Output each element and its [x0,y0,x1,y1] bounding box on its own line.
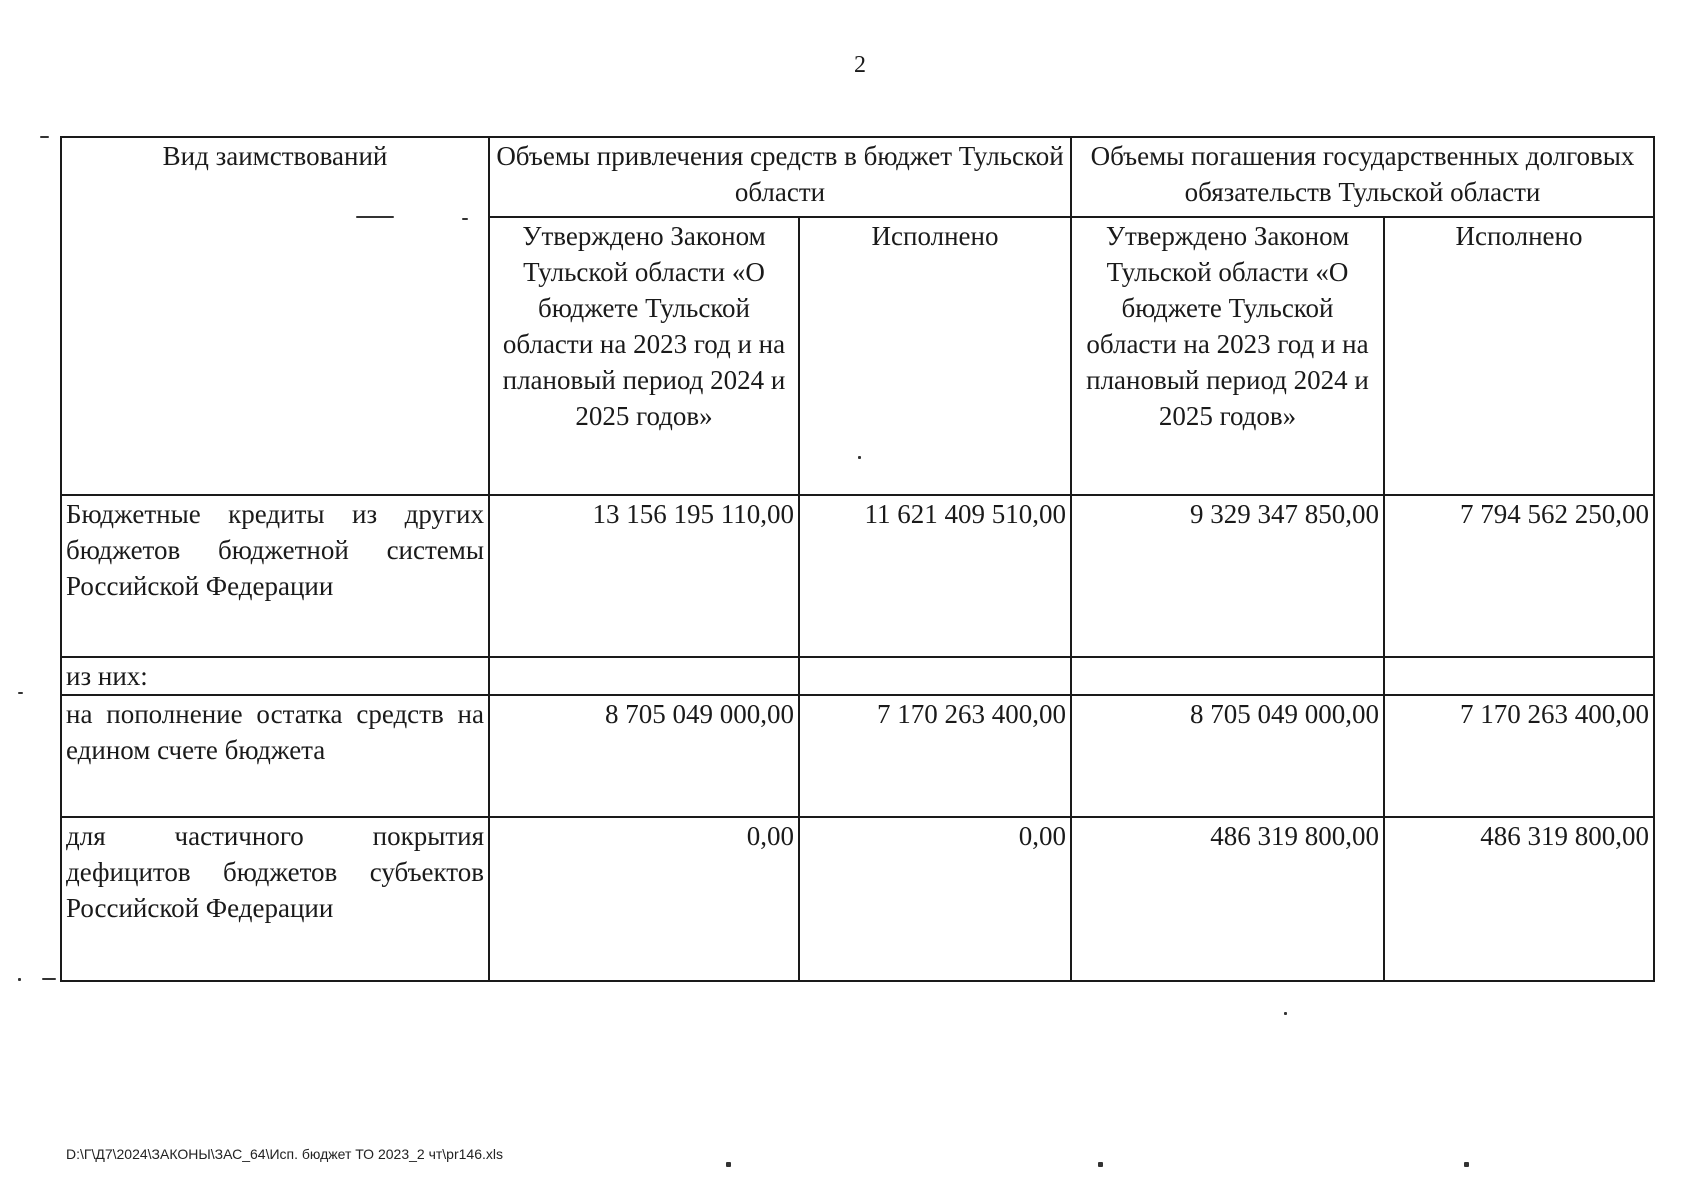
header-borrowing-type: Вид заимствований [61,137,489,495]
cell-approved-attraction: 0,00 [489,817,799,981]
scan-artifact [18,978,21,981]
table-row [61,657,1654,695]
borrowings-table [60,136,1655,982]
row-label-text: Бюджетные кредиты из других бюджетов бюджетной системы Российской Федерации [66,499,484,601]
cell-approved-repayment: 486 319 800,00 [1071,817,1384,981]
cell-approved-repayment: 8 705 049 000,00 [1071,695,1384,817]
cell-executed-attraction: 0,00 [799,817,1071,981]
row-label: для частичного покрытия дефицитов бюджетов субъектов Российской Федерации [61,817,489,981]
header-attraction-group: Объемы привлечения средств в бюджет Тульской области [489,137,1071,217]
row-label: из них: [61,657,489,695]
cell-approved-attraction: 8 705 049 000,00 [489,695,799,817]
row-label: на пополнение остатка средств на едином счете бюджета [61,695,489,817]
cell-approved-attraction: 13 156 195 110,00 [489,495,799,657]
scan-artifact [1284,1012,1287,1015]
scan-artifact [726,1162,731,1167]
cell-approved-repayment: 9 329 347 850,00 [1071,495,1384,657]
cell-executed-repayment: 7 794 562 250,00 [1384,495,1654,657]
table-header-row-1 [61,137,1654,217]
cell-executed-repayment: 7 170 263 400,00 [1384,695,1654,817]
file-path-footer: D:\Г\Д7\2024\ЗАКОНЫ\ЗАС_64\Исп. бюджет ТО 2023_2 чт\pr146.xls [66,1146,503,1162]
scan-artifact [40,136,49,138]
scan-artifact [356,216,394,218]
table-row [61,495,1654,657]
cell-executed-repayment: 486 319 800,00 [1384,817,1654,981]
table-row [61,817,1654,981]
cell-executed-repayment [1384,657,1654,695]
header-approved-repayment: Утверждено Законом Тульской области «О бюджете Тульской области на 2023 год и на плановый период 2024 и 2025 годов» [1071,217,1384,495]
header-approved-attraction: Утверждено Законом Тульской области «О бюджете Тульской области на 2023 год и на плановый период 2024 и 2025 годов» [489,217,799,495]
cell-approved-attraction [489,657,799,695]
table-row [61,695,1654,817]
page-number: 2 [854,52,866,78]
scan-artifact [858,456,861,459]
header-executed-repayment: Исполнено [1384,217,1654,495]
scan-artifact [1464,1162,1469,1167]
scan-artifact [18,692,23,694]
row-label [61,495,489,657]
scan-artifact [462,218,468,220]
cell-executed-attraction [799,657,1071,695]
scan-artifact [1098,1162,1103,1167]
cell-approved-repayment [1071,657,1384,695]
cell-executed-attraction: 11 621 409 510,00 [799,495,1071,657]
header-executed-attraction: Исполнено [799,217,1071,495]
header-repayment-group: Объемы погашения государственных долговых обязательств Тульской области [1071,137,1654,217]
scan-artifact [42,978,56,980]
cell-executed-attraction: 7 170 263 400,00 [799,695,1071,817]
